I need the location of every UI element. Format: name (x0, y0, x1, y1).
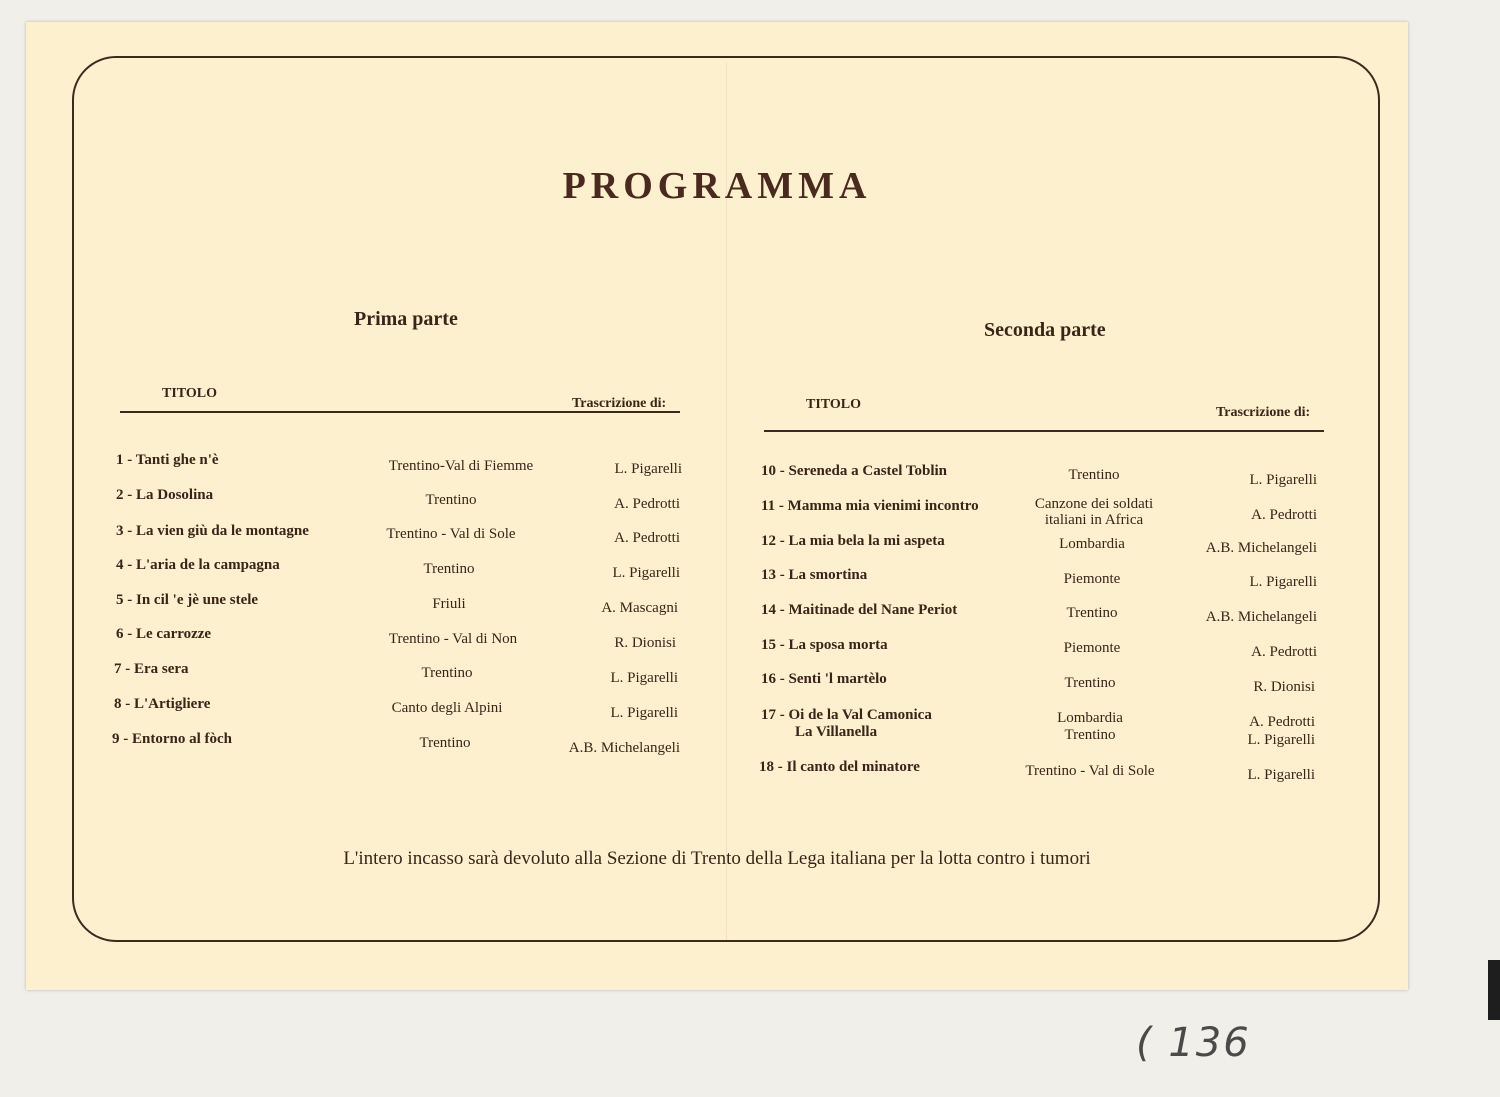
prima-col-titolo: TITOLO (162, 386, 217, 401)
song-region: Piemonte (1063, 571, 1121, 587)
song-region: Trentino (425, 492, 477, 508)
song-region: Trentino - Val di Sole (1025, 763, 1155, 779)
song-author: L. Pigarelli (614, 461, 682, 477)
song-region: Trentino - Val di Sole (386, 526, 516, 542)
song-title: 9 - Entorno al fòch (112, 731, 232, 747)
seconda-header-rule (764, 430, 1324, 432)
song-title: 18 - Il canto del minatore (759, 759, 920, 775)
song-author: A. Mascagni (601, 600, 678, 616)
song-author: A.B. Michelangeli (1205, 540, 1317, 556)
song-title: 2 - La Dosolina (116, 487, 214, 503)
song-title: 11 - Mamma mia vienimi incontro (761, 498, 979, 514)
prima-col-trascrizione: Trascrizione di: (572, 396, 667, 411)
song-region-line: Canzone dei soldati (1034, 496, 1154, 512)
song-title: 10 - Sereneda a Castel Toblin (761, 463, 947, 479)
song-region: Trentino (1066, 605, 1118, 621)
song-region: Lombardia (1059, 536, 1125, 552)
song-region: Trentino (419, 735, 471, 751)
song-author: L. Pigarelli (610, 705, 678, 721)
song-author: A. Pedrotti (1251, 644, 1317, 660)
song-title: 15 - La sposa morta (761, 637, 888, 653)
song-region: Trentino - Val di Non (388, 631, 518, 647)
song-author: R. Dionisi (1253, 679, 1315, 695)
song-region: Trentino (1068, 467, 1120, 483)
song-title: 6 - Le carrozze (116, 626, 212, 642)
scan-edge-artifact (1488, 960, 1500, 1020)
song-author: L. Pigarelli (1249, 472, 1317, 488)
prima-header-rule (120, 411, 680, 413)
song-title: 7 - Era sera (114, 661, 189, 677)
song-author: L. Pigarelli (1247, 767, 1315, 783)
song-title: 1 - Tanti ghe n'è (116, 452, 219, 468)
song-region: Trentino (423, 561, 475, 577)
handwritten-page-number: ( 136 (1136, 1020, 1251, 1066)
song-author-line: L. Pigarelli (1247, 732, 1315, 748)
prima-parte-heading: Prima parte (354, 308, 458, 330)
song-title: 8 - L'Artigliere (114, 696, 211, 712)
song-author: A. Pedrotti (614, 530, 680, 546)
song-author (1191, 713, 1315, 749)
song-region: Trentino (1064, 675, 1116, 691)
program-sheet (26, 22, 1408, 990)
song-author: A.B. Michelangeli (568, 740, 680, 756)
song-title: 5 - In cil 'e jè une stele (116, 592, 259, 608)
song-author: A. Pedrotti (614, 496, 680, 512)
song-region: Piemonte (1063, 640, 1121, 656)
song-region (1023, 710, 1157, 744)
song-author: R. Dionisi (614, 635, 676, 651)
song-region-line: italiani in Africa (1044, 512, 1144, 528)
song-title-line: 17 - Oi de la Val Camonica (761, 707, 932, 723)
song-title: 13 - La smortina (761, 567, 868, 583)
song-author: A.B. Michelangeli (1205, 609, 1317, 625)
song-region: Canto degli Alpini (391, 700, 503, 716)
seconda-col-trascrizione: Trascrizione di: (1216, 405, 1311, 420)
seconda-col-titolo: TITOLO (806, 397, 861, 412)
page-title: PROGRAMMA (562, 165, 872, 207)
song-region-line: Lombardia (1057, 710, 1123, 726)
song-author: L. Pigarelli (1249, 574, 1317, 590)
song-title (761, 707, 932, 741)
song-title-line: La Villanella (795, 724, 878, 740)
song-region: Trentino-Val di Fiemme (388, 458, 534, 474)
song-region (1025, 496, 1163, 528)
footer-note: L'intero incasso sarà devoluto alla Sezione di Trento della Lega italiana per la lotta contro i tumori (343, 848, 1091, 869)
song-title: 14 - Maitinade del Nane Periot (761, 602, 958, 618)
song-author: A. Pedrotti (1251, 507, 1317, 523)
song-title: 12 - La mia bela la mi aspeta (761, 533, 945, 549)
song-title: 3 - La vien giù da le montagne (116, 523, 309, 539)
song-author: L. Pigarelli (610, 670, 678, 686)
seconda-parte-heading: Seconda parte (984, 319, 1106, 341)
song-region: Trentino (421, 665, 473, 681)
song-title: 4 - L'aria de la campagna (116, 557, 280, 573)
song-region: Friuli (432, 596, 466, 612)
song-region-line: Trentino (1064, 727, 1116, 743)
song-author-line: A. Pedrotti (1249, 714, 1315, 730)
song-title: 16 - Senti 'l martèlo (761, 671, 887, 687)
song-author: L. Pigarelli (612, 565, 680, 581)
